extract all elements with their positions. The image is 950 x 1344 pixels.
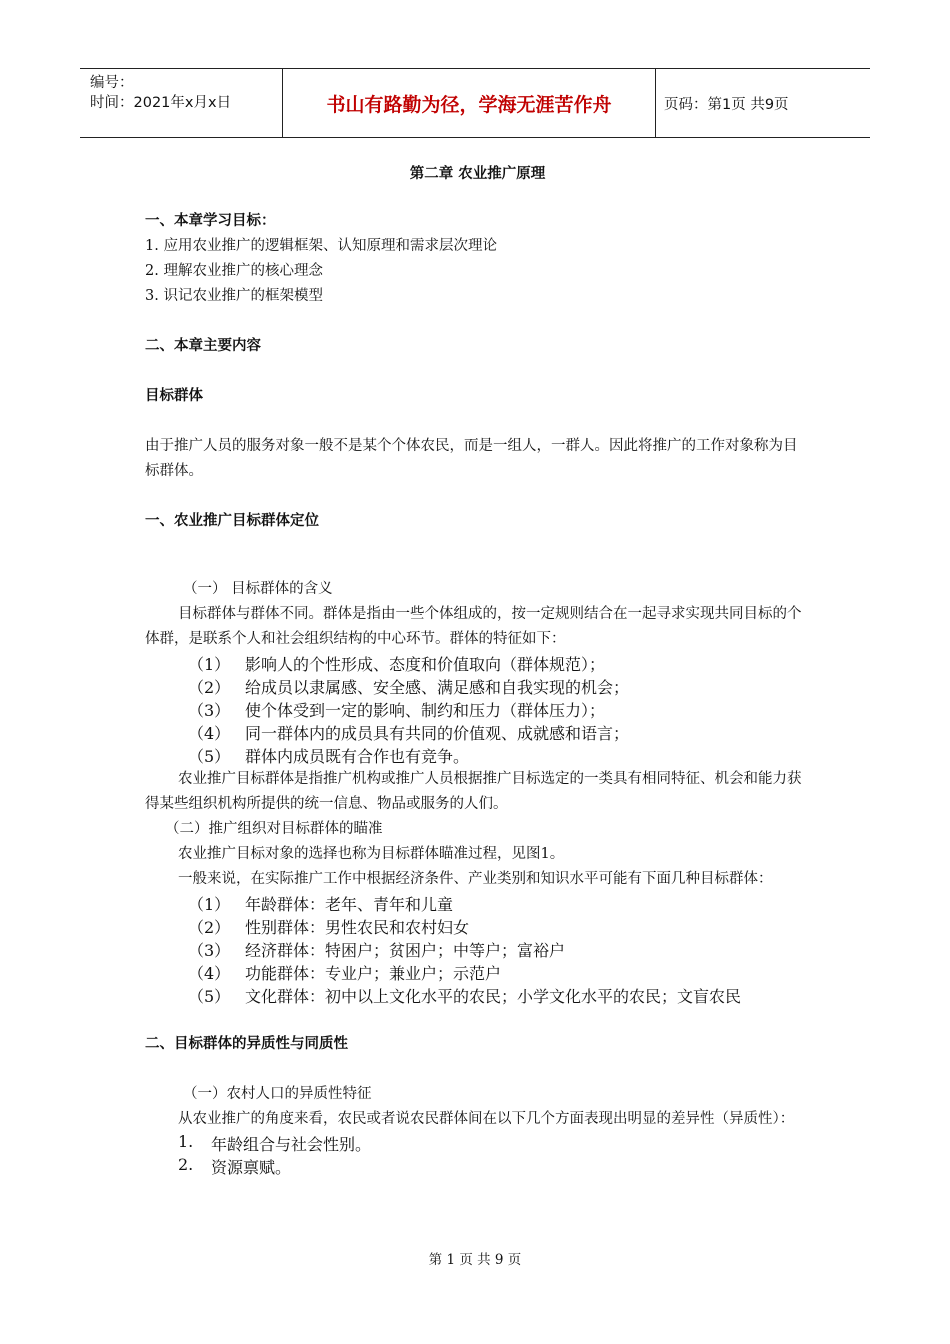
list-item [145,744,810,767]
list-item-number: （1） [188,895,231,914]
page-header [80,68,870,138]
s1-subheading-2: （二）推广组织对目标群体的瞄准 [165,821,383,837]
list-item [145,938,810,961]
s1-paragraph-1: 目标群体与群体不同。群体是指由一些个体组成的，按一定规则结合在一起寻求实现共同目标的个体群，是联系个人和社会组织结构的中心环节。群体的特征如下： [145,606,802,647]
chapter-title: 第二章 农业推广原理 [409,166,546,182]
header-motto: 书山有路勤为径，学海无涯苦作舟 [282,69,656,137]
number-label: 编号： [90,75,134,91]
list-item-text: 文化群体：初中以上文化水平的农民；小学文化水平的农民；文盲农民 [245,987,742,1006]
s2-paragraph-1: 从农业推广的角度来看，农民或者说农民群体间在以下几个方面表现出明显的差异性（异质性）： [178,1111,795,1127]
list-item-text: 给成员以隶属感、安全感、满足感和自我实现的机会； [245,678,630,697]
list-item [145,1155,810,1178]
s2-subheading-1: （一）农村人口的异质性特征 [183,1086,372,1102]
list-item-text: 资源禀赋。 [211,1158,292,1177]
list-item-text: 年龄组合与社会性别。 [211,1135,372,1154]
header-page-info: 页码：第1页 共9页 [664,96,789,113]
list-item-text: 群体内成员既有合作也有竞争。 [245,747,470,766]
list-item-number: （2） [188,918,231,937]
list-item [145,1132,810,1155]
list-item-number: （4） [188,964,231,983]
list-item-text: 同一群体内的成员具有共同的价值观、成就感和语言； [245,724,630,743]
list-item-number: （5） [188,747,231,766]
list-item-number: 2. [178,1155,194,1174]
target-group-heading: 目标群体 [145,388,203,404]
list-item-number: （5） [188,987,231,1006]
list-item-text: 年龄群体：老年、青年和儿童 [245,895,454,914]
objectives-heading: 一、本章学习目标： [145,213,276,229]
objective-item: 1. 应用农业推广的逻辑框架、认知原理和需求层次理论 [145,238,497,254]
list-item [145,961,810,984]
list-item-number: （1） [188,655,231,674]
main-content-heading: 二、本章主要内容 [145,338,261,354]
list-item-number: （3） [188,701,231,720]
list-item-number: 1. [178,1132,194,1151]
s1-paragraph-3: 农业推广目标对象的选择也称为目标群体瞄准过程，见图1。 [178,846,565,862]
list-item [145,698,810,721]
list-item-number: （3） [188,941,231,960]
objective-item: 2. 理解农业推广的核心理念 [145,263,323,279]
list-item-text: 经济群体：特困户；贫困户；中等户；富裕户 [245,941,566,960]
section2-heading: 二、目标群体的异质性与同质性 [145,1036,348,1052]
s1-paragraph-4: 一般来说，在实际推广工作中根据经济条件、产业类别和知识水平可能有下面几种目标群体： [178,871,773,887]
section1-heading: 一、农业推广目标群体定位 [145,513,319,529]
list-item-number: （4） [188,724,231,743]
list-item-text: 影响人的个性形成、态度和价值取向（群体规范）； [245,655,606,674]
s1-paragraph-2: 农业推广目标群体是指推广机构或推广人员根据推广目标选定的一类具有相同特征、机会和能力获得某些组织机构所提供的统一信息、物品或服务的人们。 [145,771,802,812]
objective-item: 3. 识记农业推广的框架模型 [145,288,323,304]
document-body [145,155,810,1178]
intro-paragraph: 由于推广人员的服务对象一般不是某个个体农民，而是一组人，一群人。因此将推广的工作对象称为目标群体。 [145,438,798,479]
list-item [145,675,810,698]
list-item [145,721,810,744]
list-item-text: 使个体受到一定的影响、制约和压力（群体压力）； [245,701,606,720]
page-footer: 第 1 页 共 9 页 [428,1252,522,1268]
list-item [145,652,810,675]
list-item-number: （2） [188,678,231,697]
time-label: 时间：2021年x月x日 [90,95,232,111]
list-item-text: 功能群体：专业户；兼业户；示范户 [245,964,502,983]
s1-subheading-1: （一） 目标群体的含义 [183,581,333,597]
list-item [145,892,810,915]
list-item [145,915,810,938]
list-item [145,984,810,1007]
list-item-text: 性别群体：男性农民和农村妇女 [245,918,470,937]
header-meta [80,69,282,137]
